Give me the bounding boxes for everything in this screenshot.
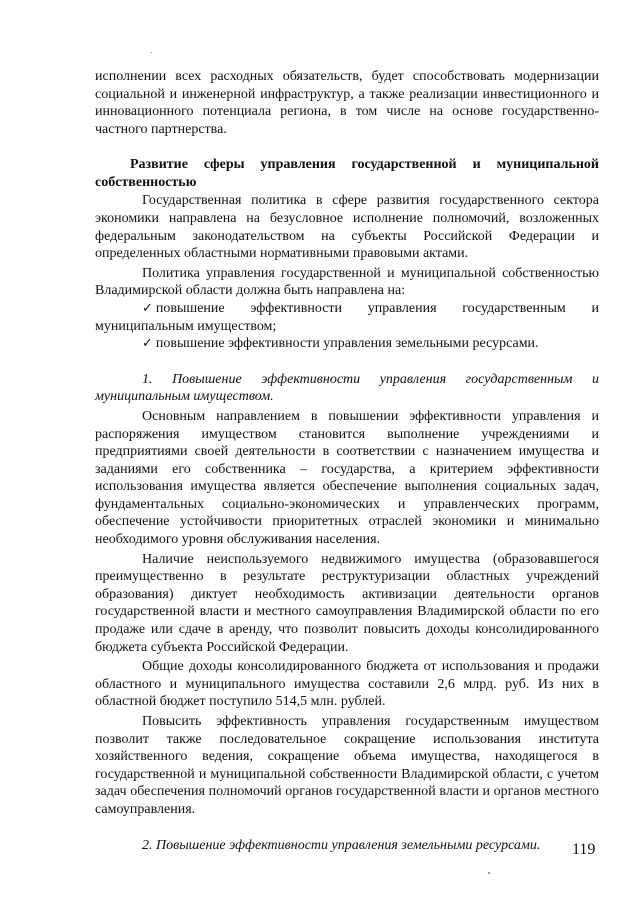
paragraph-policy-intro: Государственная политика в сфере развития государственного сектора экономики направлена на безусловное исполнение полномочий, возложенных федеральным законодательством на субъекты Российской Федерации и определенных областными нормативными правовыми актами. bbox=[95, 193, 599, 262]
paragraph-unused-property: Наличие неиспользуемого недвижимого имущества (образовавшегося преимущественно в результате реструктуризации областных учреждений образования) диктует необходимость активизации деятельности органов государственной власти и местного самоуправления Владимирской области по его продаже или сдаче в аренду, что позволит повысить доходы консолидированного бюджета субъекта Российской Федерации. bbox=[95, 551, 599, 655]
page-number: 119 bbox=[572, 841, 596, 858]
paragraph-policy-direction: Политика управления государственной и муниципальной собственностью Владимирской области должна быть направлена на: bbox=[95, 265, 599, 299]
document-page bbox=[95, 68, 599, 854]
paragraph-revenues: Общие доходы консолидированного бюджета от использования и продажи областного и муниципального имущества составили 2,6 млрд. руб. Из них в областной бюджет поступило 514,5 млн. рублей. bbox=[95, 659, 599, 710]
checkmark-icon: ✓ bbox=[142, 336, 153, 352]
subheading-land-efficiency: 2. Повышение эффективности управления земельными ресурсами. bbox=[142, 837, 541, 853]
bullet-text: повышение эффективности управления государственным и муниципальным имуществом; bbox=[95, 300, 599, 334]
scan-speck bbox=[488, 872, 490, 874]
section-heading: Развитие сферы управления государственной и муниципальной собственностью bbox=[95, 157, 599, 191]
scan-speck bbox=[151, 52, 152, 53]
bullet-item-land bbox=[95, 335, 599, 353]
paragraph-efficiency: Повысить эффективность управления государственным имуществом позволит также последовательное сокращение использования института хозяйственного ведения, сокращение объема имущества, находящегося в государственной и муниципальной собственности Владимирской области, с учетом задач обеспечения полномочий органов государственной власти и органов местного самоуправления. bbox=[95, 714, 599, 817]
paragraph-main-direction: Основным направлением в повышении эффективности управления и распоряжения имуществом становится выполнение учреждениями и предприятиями своей деятельности в соответствии с назначением имущества и заданиями его собственника – государства, а критерием эффективности использования имущества является обеспечение выполнения социальных задач, фундаментальных социально-экономических и управленческих программ, обеспечение устойчивости приоритетных отраслей экономики и минимально необходимого уровня обслуживания населения. bbox=[95, 408, 599, 548]
checkmark-icon: ✓ bbox=[142, 300, 153, 316]
paragraph-continuation: исполнении всех расходных обязательств, будет способствовать модернизации социальной и инженерной инфраструктур, а также реализации инвестиционного и инновационного потенциала региона, в том числе на основе государственно-частного партнерства. bbox=[95, 69, 599, 137]
subheading-property-efficiency: 1. Повышение эффективности управления государственным и муниципальным имуществом. bbox=[95, 371, 599, 405]
bullet-item-property bbox=[95, 300, 599, 335]
bullet-text: повышение эффективности управления земельными ресурсами. bbox=[155, 336, 539, 352]
